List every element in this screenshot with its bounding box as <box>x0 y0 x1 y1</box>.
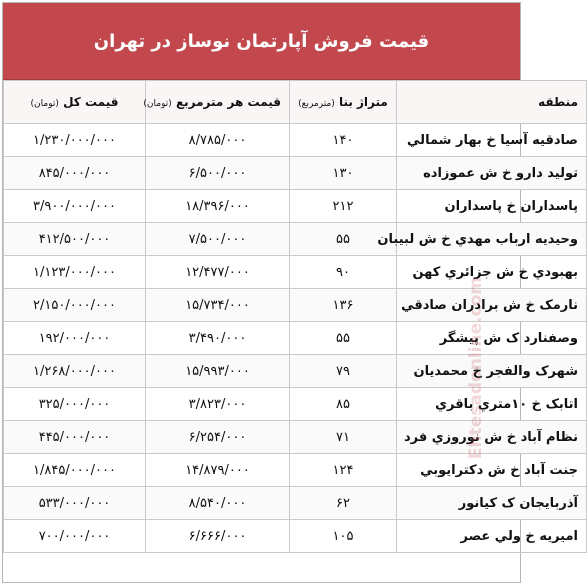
cell-total-price: ۱/۱۲۳/۰۰۰/۰۰۰ <box>4 256 146 289</box>
cell-price-per-meter: ۷/۵۰۰/۰۰۰ <box>146 223 290 256</box>
cell-area: ۲۱۲ <box>290 190 397 223</box>
cell-total-price: ۸۴۵/۰۰۰/۰۰۰ <box>4 157 146 190</box>
cell-price-per-meter: ۸/۵۴۰/۰۰۰ <box>146 487 290 520</box>
cell-total-price: ۱/۲۶۸/۰۰۰/۰۰۰ <box>4 355 146 388</box>
cell-region: پاسداران خ پاسداران <box>397 190 587 223</box>
table-row <box>4 520 587 553</box>
cell-total-price: ۲/۱۵۰/۰۰۰/۰۰۰ <box>4 289 146 322</box>
cell-price-per-meter: ۱۲/۴۷۷/۰۰۰ <box>146 256 290 289</box>
cell-area: ۸۵ <box>290 388 397 421</box>
cell-area: ۹۰ <box>290 256 397 289</box>
cell-price-per-meter: ۶/۲۵۴/۰۰۰ <box>146 421 290 454</box>
cell-price-per-meter: ۶/۵۰۰/۰۰۰ <box>146 157 290 190</box>
cell-area: ۵۵ <box>290 322 397 355</box>
cell-price-per-meter: ۸/۷۸۵/۰۰۰ <box>146 124 290 157</box>
cell-price-per-meter: ۳/۸۲۳/۰۰۰ <box>146 388 290 421</box>
cell-total-price: ۵۳۳/۰۰۰/۰۰۰ <box>4 487 146 520</box>
table-row <box>4 256 587 289</box>
header-area <box>290 81 397 124</box>
header-region-label: منطقه <box>538 95 578 109</box>
cell-total-price: ۱/۸۴۵/۰۰۰/۰۰۰ <box>4 454 146 487</box>
table-row <box>4 388 587 421</box>
title-bar <box>3 3 520 80</box>
cell-area: ۷۹ <box>290 355 397 388</box>
header-price-per-meter <box>143 81 290 124</box>
cell-area: ۱۰۵ <box>290 520 397 553</box>
cell-region: تولید دارو خ ش عموزاده <box>397 157 587 190</box>
cell-total-price: ۷۰۰/۰۰۰/۰۰۰ <box>4 520 146 553</box>
cell-region: جنت آباد خ ش دکترایوبي <box>397 454 587 487</box>
cell-price-per-meter: ۱۵/۹۹۳/۰۰۰ <box>146 355 290 388</box>
cell-price-per-meter: ۱۵/۷۳۴/۰۰۰ <box>146 289 290 322</box>
cell-region: نارمک خ ش برادران صادقي <box>397 289 587 322</box>
header-region <box>397 81 587 124</box>
page-title: قیمت فروش آپارتمان نوساز در تهران <box>93 30 430 52</box>
apartment-price-table <box>3 80 587 553</box>
header-total-price-unit: (تومان) <box>30 99 59 109</box>
cell-price-per-meter: ۱۴/۸۷۹/۰۰۰ <box>146 454 290 487</box>
cell-region: نظام آباد خ ش نوروزي فرد <box>397 421 587 454</box>
table-row <box>4 487 587 520</box>
header-price-per-meter-label: قیمت هر مترمربع <box>175 95 281 109</box>
cell-region: امیریه خ ولي عصر <box>397 520 587 553</box>
header-price-per-meter-unit: (تومان) <box>143 99 172 109</box>
table-row <box>4 454 587 487</box>
cell-area: ۱۲۴ <box>290 454 397 487</box>
cell-area: ۵۵ <box>290 223 397 256</box>
cell-total-price: ۴۴۵/۰۰۰/۰۰۰ <box>4 421 146 454</box>
cell-total-price: ۳/۹۰۰/۰۰۰/۰۰۰ <box>4 190 146 223</box>
table-row <box>4 355 587 388</box>
cell-area: ۱۳۰ <box>290 157 397 190</box>
cell-area: ۱۴۰ <box>290 124 397 157</box>
cell-region: وحیدیه ارباب مهدي خ ش لبیبان <box>397 223 587 256</box>
watermark-text: Ehtesadonline.com <box>466 276 487 460</box>
cell-area: ۶۲ <box>290 487 397 520</box>
table-row <box>4 124 587 157</box>
table-header-row <box>4 81 587 124</box>
table-row <box>4 421 587 454</box>
header-area-unit: (مترمربع) <box>298 99 335 109</box>
cell-region: شهرک والفجر خ محمدیان <box>397 355 587 388</box>
cell-region: آذربایجان ک کیانور <box>397 487 587 520</box>
cell-region: اتابک خ ۱۰متري باقري <box>397 388 587 421</box>
cell-region: وصفنارد ک ش پیشگر <box>397 322 587 355</box>
table-row <box>4 223 587 256</box>
cell-price-per-meter: ۱۸/۳۹۶/۰۰۰ <box>146 190 290 223</box>
cell-total-price: ۱۹۲/۰۰۰/۰۰۰ <box>4 322 146 355</box>
table-row <box>4 157 587 190</box>
price-table-card <box>2 2 578 583</box>
table-body <box>4 124 587 553</box>
cell-area: ۷۱ <box>290 421 397 454</box>
header-total-price <box>4 81 146 124</box>
cell-total-price: ۳۲۵/۰۰۰/۰۰۰ <box>4 388 146 421</box>
cell-total-price: ۴۱۲/۵۰۰/۰۰۰ <box>4 223 146 256</box>
table-row <box>4 190 587 223</box>
cell-area: ۱۳۶ <box>290 289 397 322</box>
cell-price-per-meter: ۶/۶۶۶/۰۰۰ <box>146 520 290 553</box>
cell-total-price: ۱/۲۳۰/۰۰۰/۰۰۰ <box>4 124 146 157</box>
cell-region: صادقیه آسیا خ بهار شمالي <box>397 124 587 157</box>
table-row <box>4 289 587 322</box>
header-area-label: متراژ بنا <box>338 95 388 109</box>
cell-region: بهبودي خ ش جزائري کهن <box>397 256 587 289</box>
header-total-price-label: قیمت کل <box>63 95 119 109</box>
cell-price-per-meter: ۳/۴۹۰/۰۰۰ <box>146 322 290 355</box>
table-row <box>4 322 587 355</box>
